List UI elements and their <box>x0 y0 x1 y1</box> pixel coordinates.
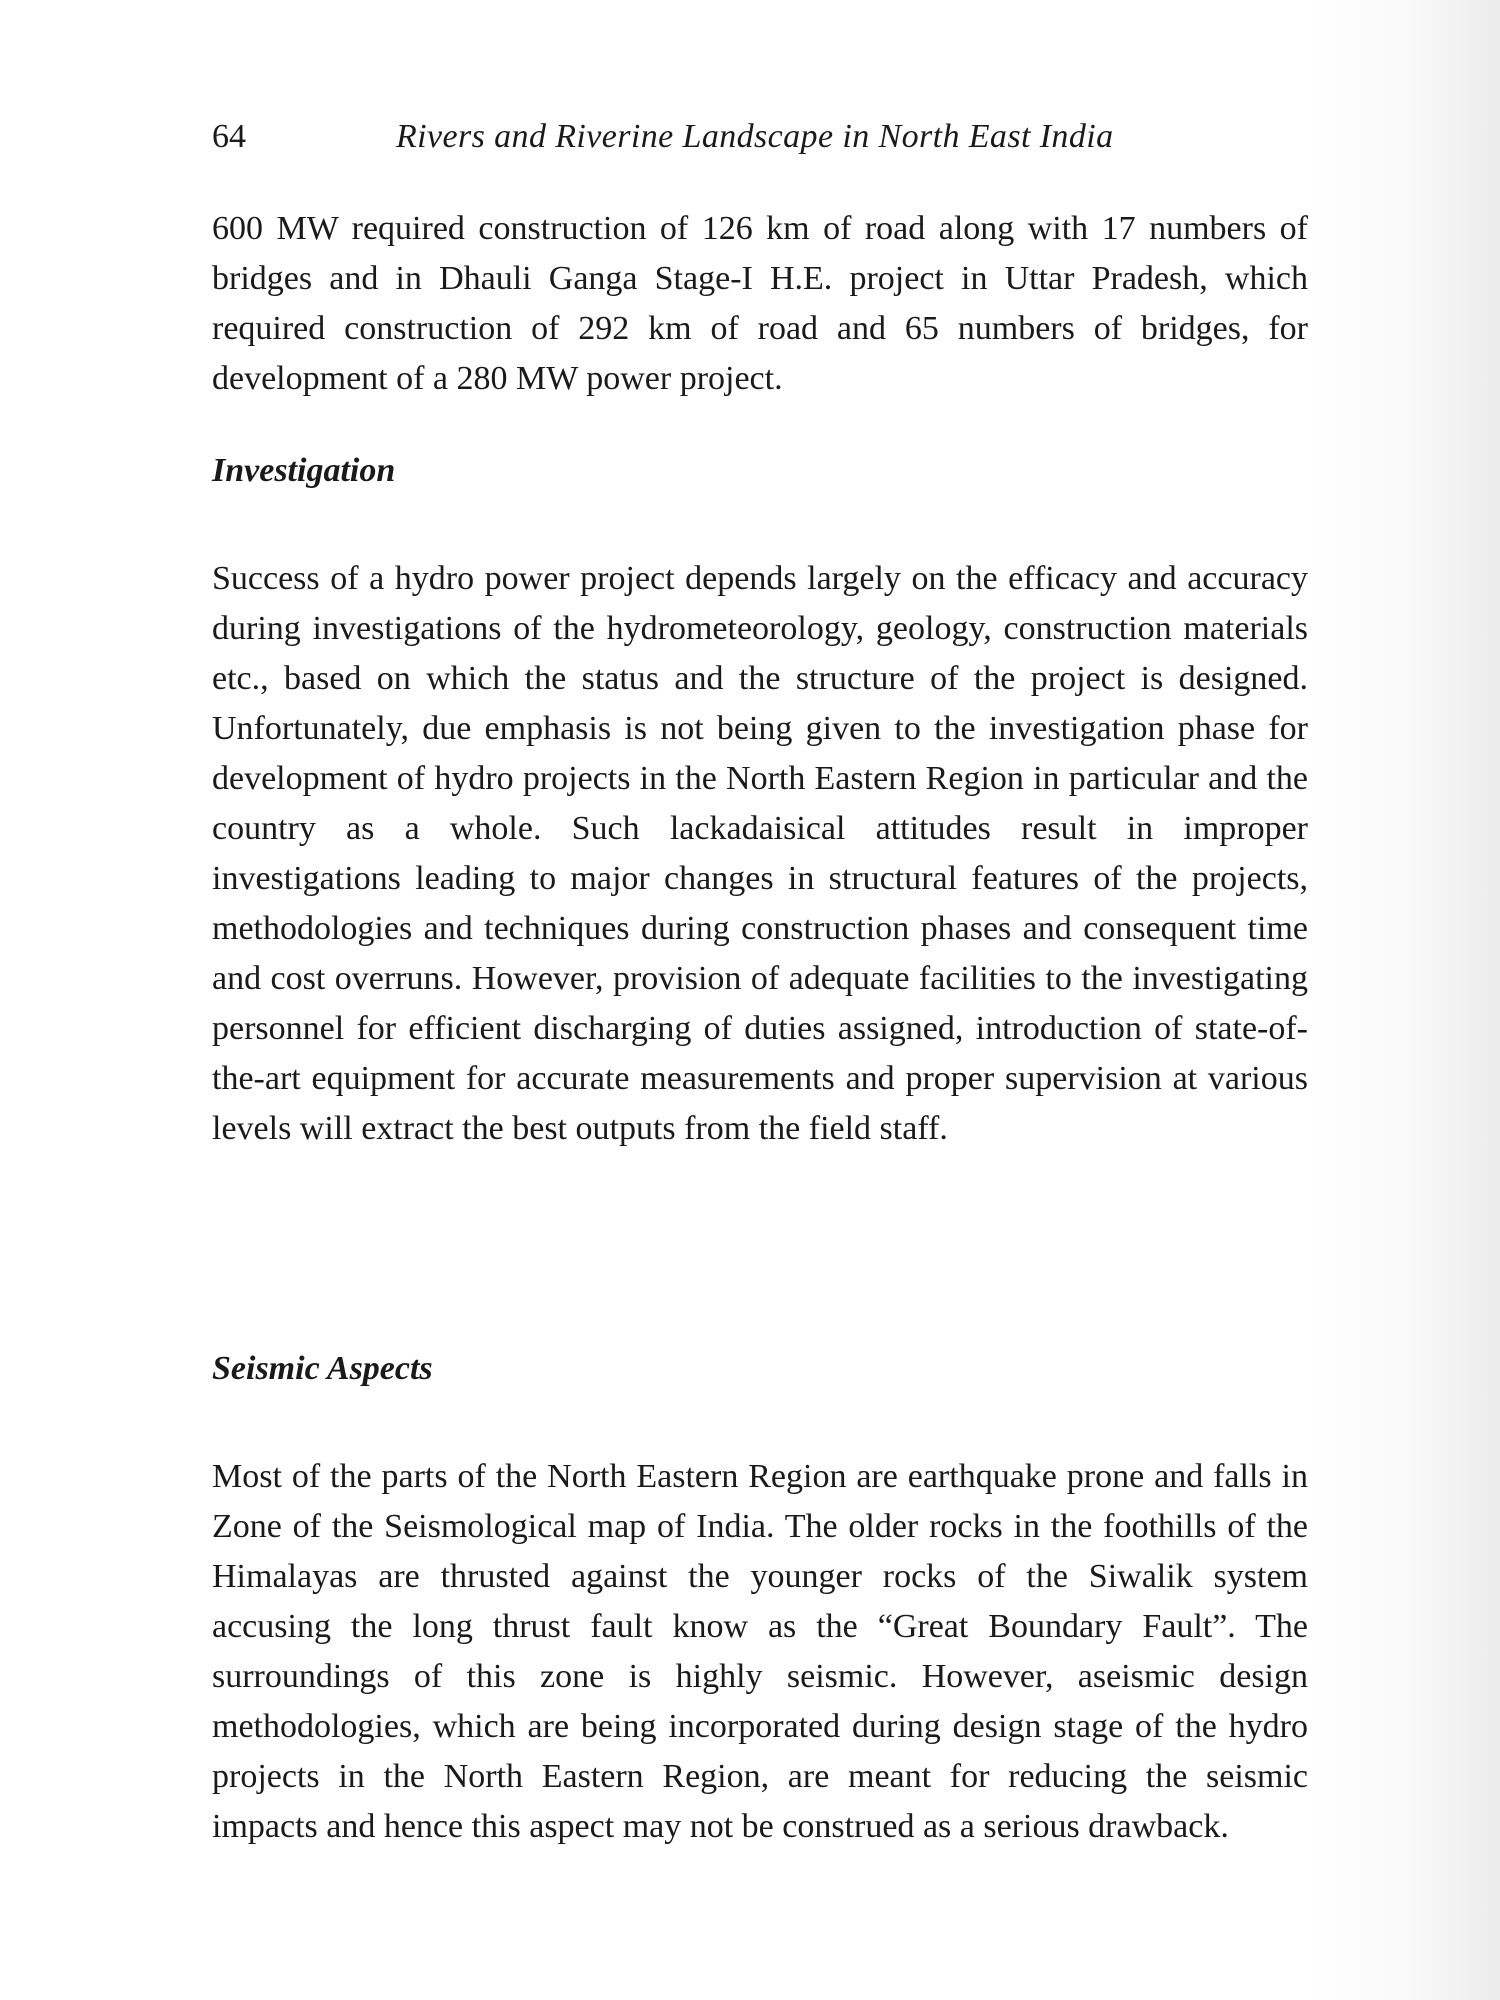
spine-shadow <box>1310 0 1500 2000</box>
page-number: 64 <box>212 118 246 155</box>
section-heading-seismic-aspects: Seismic Aspects <box>212 1350 433 1387</box>
running-title: Rivers and Riverine Landscape in North East India <box>396 118 1114 155</box>
section-heading-investigation: Investigation <box>212 452 396 489</box>
seismic-aspects-paragraph: Most of the parts of the North Eastern Region are earthquake prone and falls in Zone of the Seismological map of India. The older rocks in the foothills of the Himalayas are thrusted against the younger rocks of the Siwalik system accusing the long thrust fault know as the “Great Boundary Fault”. The surroundings of this zone is highly seismic. However, aseismic design methodologies, which are being incorporated during design stage of the hydro projects in the North Eastern Region, are meant for reducing the seismic impacts and hence this aspect may not be construed as a serious drawback. <box>212 1458 1308 1845</box>
running-header <box>212 118 1308 168</box>
investigation-paragraph: Success of a hydro power project depends largely on the efficacy and accuracy during investigations of the hydrometeorology, geology, construction materials etc., based on which the status and the structure of the project is designed. Unfortunately, due emphasis is not being given to the investigation phase for development of hydro projects in the North Eastern Region in particular and the country as a whole. Such lackadaisical attitudes result in improper investigations leading to major changes in structural features of the projects, methodologies and techniques during construction phases and consequent time and cost overruns. However, provision of adequate facilities to the investigating personnel for efficient discharging of duties assigned, introduction of state-of-the-art equipment for accurate measurements and proper supervision at various levels will extract the best outputs from the field staff. <box>212 560 1308 1147</box>
intro-paragraph: 600 MW required construction of 126 km of road along with 17 numbers of bridges and in Dhauli Ganga Stage-I H.E. project in Uttar Pradesh, which required construction of 292 km of road and 65 numbers of bridges, for development of a 280 MW power project. <box>212 210 1308 397</box>
